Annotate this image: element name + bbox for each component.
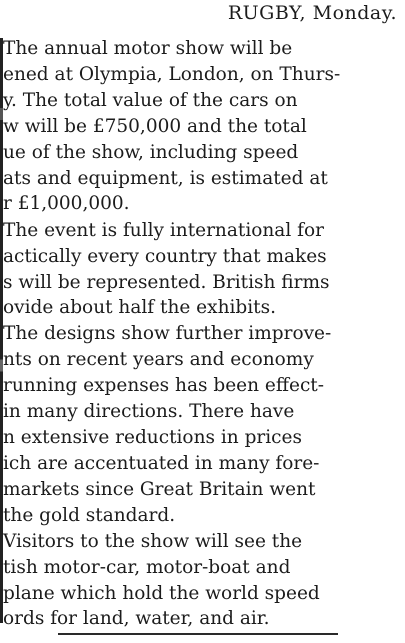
text-line: nts on recent years and economy bbox=[3, 349, 314, 370]
text-line: ords for land, water, and air. bbox=[3, 608, 270, 629]
text-line: ened at Olympia, London, on Thurs- bbox=[3, 64, 341, 85]
text-line: ich are accentuated in many fore- bbox=[3, 453, 320, 474]
text-line: ue of the show, including speed bbox=[3, 142, 299, 163]
text-line: n extensive reductions in prices bbox=[3, 427, 302, 448]
text-line: w will be £750,000 and the total bbox=[3, 116, 307, 137]
text-line: r £1,000,000. bbox=[3, 193, 130, 214]
text-line: The event is fully international for bbox=[3, 220, 324, 241]
text-line: plane which hold the world speed bbox=[3, 583, 320, 604]
text-line: markets since Great Britain went bbox=[3, 479, 316, 500]
text-line: Visitors to the show will see the bbox=[3, 531, 303, 552]
text-line: running expenses has been effect- bbox=[3, 375, 324, 396]
text-line: actically every country that makes bbox=[3, 246, 327, 267]
text-line: the gold standard. bbox=[3, 505, 176, 526]
text-line: ovide about half the exhibits. bbox=[3, 297, 276, 318]
text-line: tish motor-car, motor-boat and bbox=[3, 557, 291, 578]
text-line: The designs show further improve- bbox=[3, 323, 332, 344]
dateline: RUGBY, Monday. bbox=[227, 2, 397, 24]
text-line: in many directions. There have bbox=[3, 401, 295, 422]
end-rule bbox=[58, 633, 338, 635]
text-line: The annual motor show will be bbox=[3, 38, 293, 59]
text-line: s will be represented. British firms bbox=[3, 272, 330, 293]
text-line: y. The total value of the cars on bbox=[3, 90, 298, 111]
text-line: ats and equipment, is estimated at bbox=[3, 168, 328, 189]
